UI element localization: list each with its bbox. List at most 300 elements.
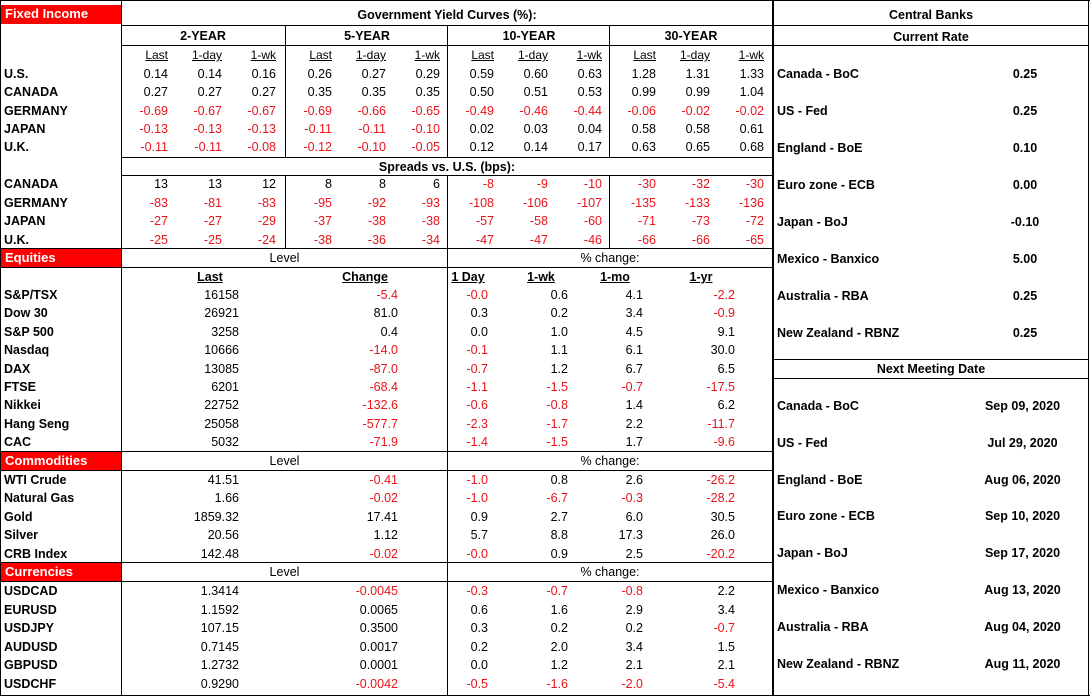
yield-row-value: -0.69	[303, 103, 332, 118]
equity-row-value: 6.5	[717, 361, 735, 376]
yield-subcol-header: 1-wk	[738, 48, 764, 62]
yield-row-value: 0.50	[469, 85, 494, 100]
equity-row-value: -17.5	[706, 380, 735, 394]
currency-row-value: 2.1	[717, 658, 735, 673]
equity-row-value: 0.4	[380, 324, 398, 339]
commodity-row-value: -6.7	[546, 491, 568, 506]
yield-row-value: 0.99	[685, 85, 710, 100]
commodity-row-value: 30.5	[710, 509, 735, 524]
currency-row-label: EURUSD	[4, 602, 57, 617]
spread-row-value: 13	[208, 177, 222, 191]
equity-row-value: -0.8	[546, 398, 568, 413]
equity-col-header: 1 Day	[451, 270, 485, 284]
next-meeting-bank-label: New Zealand - RBNZ	[777, 656, 900, 671]
yield-subcol-header: 1-day	[679, 48, 710, 62]
currency-row-value: 2.2	[717, 584, 735, 598]
next-meeting-date: Sep 17, 2020	[984, 546, 1061, 561]
equity-row-value: -2.2	[713, 288, 735, 302]
yield-row-value: -0.13	[139, 121, 168, 136]
spread-row-label: GERMANY	[4, 195, 68, 210]
currency-row-value: -5.4	[713, 677, 735, 691]
grid-line	[772, 0, 774, 696]
yield-row-value: 0.65	[685, 140, 710, 155]
spread-row-value: -30	[745, 177, 764, 191]
yield-row-value: -0.69	[139, 103, 168, 118]
currency-row-value: 107.15	[200, 621, 239, 636]
yield-row-value: -0.02	[681, 103, 710, 118]
equity-row-value: -1.5	[546, 380, 568, 394]
commodity-row-value: 6.0	[625, 509, 643, 524]
equity-row-value: -0.7	[621, 380, 643, 394]
spread-row-value: 8	[379, 177, 386, 191]
yield-row-value: -0.66	[357, 103, 386, 118]
currency-row-value: 0.2	[550, 621, 568, 636]
yield-row-value: 0.58	[685, 121, 710, 136]
yield-group-header: 5-YEAR	[344, 29, 390, 43]
equities-pct-title: % change:	[580, 251, 640, 265]
currency-row-value: -0.3	[466, 584, 488, 598]
spread-row-value: -46	[583, 232, 602, 247]
currency-row-value: 2.0	[550, 639, 568, 654]
grid-line	[773, 378, 1089, 379]
yield-row-value: 0.27	[143, 85, 168, 100]
yield-subcol-header: 1-day	[517, 48, 548, 62]
currency-row-value: 1.2	[550, 658, 568, 673]
equity-row-value: 3.4	[625, 306, 643, 321]
yield-row-value: 0.26	[307, 67, 332, 81]
yield-row-label: U.K.	[4, 140, 29, 155]
yield-row-value: 0.68	[739, 140, 764, 155]
yield-row-value: -0.49	[465, 103, 494, 118]
current-rate-bank-label: Mexico - Banxico	[777, 252, 880, 266]
next-meeting-bank-label: Euro zone - ECB	[777, 509, 875, 524]
equity-row-value: 0.0	[470, 324, 488, 339]
spread-row-value: -66	[691, 232, 710, 247]
commodity-row-label: Natural Gas	[4, 491, 75, 506]
current-rate-bank-label: England - BoE	[777, 141, 863, 155]
equity-row-label: CAC	[4, 435, 32, 450]
current-rate-value: 0.25	[1012, 326, 1038, 340]
equity-row-value: 3258	[211, 324, 239, 339]
current-rate-value: 0.25	[1012, 104, 1038, 118]
equity-row-value: -132.6	[362, 398, 398, 413]
yield-row-value: -0.13	[193, 121, 222, 136]
next-meeting-bank-label: Canada - BoC	[777, 399, 859, 413]
yield-row-value: -0.12	[303, 140, 332, 155]
currency-row-value: -0.7	[546, 584, 568, 598]
yield-row-value: -0.10	[357, 140, 386, 155]
currency-row-value: 0.2	[625, 621, 643, 636]
commodities-pct-title: % change:	[580, 454, 640, 468]
spread-row-value: -38	[313, 232, 332, 247]
commodity-row-value: 1.66	[214, 491, 239, 506]
yield-row-value: -0.02	[735, 103, 764, 118]
yield-subcol-header: Last	[145, 48, 168, 62]
equity-row-value: 0.3	[470, 306, 488, 321]
equity-row-value: -0.0	[466, 288, 488, 302]
equity-row-value: 5032	[211, 435, 239, 450]
current-rate-bank-label: Euro zone - ECB	[777, 178, 875, 192]
currencies-header: Currencies	[1, 563, 121, 581]
currencies-pct-title: % change:	[580, 565, 640, 579]
spread-row-value: -95	[313, 195, 332, 210]
currency-row-value: 3.4	[717, 602, 735, 617]
yield-row-value: 0.14	[143, 67, 168, 81]
yield-row-value: -0.13	[247, 121, 276, 136]
equity-row-label: DAX	[4, 361, 31, 376]
currency-row-value: -0.8	[621, 584, 643, 598]
yield-row-value: 0.27	[361, 67, 386, 81]
next-meeting-date: Sep 09, 2020	[984, 399, 1061, 413]
equity-row-value: -0.1	[466, 343, 488, 358]
commodity-row-label: Gold	[4, 509, 33, 524]
spread-row-value: -8	[482, 177, 494, 191]
commodity-row-value: 1859.32	[193, 509, 239, 524]
yield-row-value: 0.35	[415, 85, 440, 100]
grid-line	[773, 45, 1089, 46]
next-meeting-date: Aug 11, 2020	[984, 656, 1061, 671]
current-rate-bank-label: US - Fed	[777, 104, 828, 118]
current-rate-bank-label: Canada - BoC	[777, 67, 859, 81]
spread-row-value: -93	[421, 195, 440, 210]
yield-row-value: 0.16	[251, 67, 276, 81]
yield-row-value: 0.35	[307, 85, 332, 100]
yield-row-value: 0.53	[577, 85, 602, 100]
equity-row-value: 22752	[204, 398, 239, 413]
spread-row-value: -25	[149, 232, 168, 247]
yield-group-header: 30-YEAR	[664, 29, 718, 43]
spread-row-label: JAPAN	[4, 214, 46, 228]
commodity-row-value: -1.0	[466, 491, 488, 506]
current-rate-bank-label: Australia - RBA	[777, 289, 869, 303]
equities-level-title: Level	[269, 251, 300, 265]
spread-row-label: CANADA	[4, 177, 59, 191]
spread-row-value: -38	[421, 214, 440, 228]
yield-subcol-header: Last	[309, 48, 332, 62]
equity-row-value: -1.7	[546, 416, 568, 431]
spread-row-value: 12	[262, 177, 276, 191]
commodity-row-value: -0.02	[369, 546, 398, 561]
commodity-row-label: WTI Crude	[4, 473, 67, 487]
spread-row-value: -71	[637, 214, 656, 228]
currency-row-label: GBPUSD	[4, 658, 58, 673]
equity-row-value: -0.9	[713, 306, 735, 321]
yield-row-value: 0.02	[469, 121, 494, 136]
equity-row-value: 25058	[204, 416, 239, 431]
yield-row-value: -0.44	[573, 103, 602, 118]
equity-row-label: Hang Seng	[4, 416, 70, 431]
grid-line	[0, 0, 1090, 1]
commodity-row-value: -0.0	[466, 546, 488, 561]
spread-row-value: -133	[684, 195, 710, 210]
commodity-row-value: 0.9	[470, 509, 488, 524]
next-meeting-date: Jul 29, 2020	[987, 435, 1058, 450]
equity-row-value: 0.6	[550, 288, 568, 302]
yield-row-value: -0.65	[411, 103, 440, 118]
current-rate-bank-label: New Zealand - RBNZ	[777, 326, 900, 340]
currency-row-value: 1.6	[550, 602, 568, 617]
next-meeting-bank-label: Mexico - Banxico	[777, 583, 880, 597]
commodity-row-value: 0.9	[550, 546, 568, 561]
equity-row-value: 9.1	[717, 324, 735, 339]
commodity-row-value: 8.8	[550, 528, 568, 543]
currency-row-label: USDCHF	[4, 677, 57, 691]
yield-subcol-header: 1-day	[355, 48, 386, 62]
yield-row-value: 1.31	[685, 67, 710, 81]
equity-row-label: S&P/TSX	[4, 288, 58, 302]
equity-row-label: S&P 500	[4, 324, 54, 339]
spread-row-value: -34	[421, 232, 440, 247]
equity-row-value: 6.7	[625, 361, 643, 376]
spread-row-value: -66	[637, 232, 656, 247]
currency-row-value: -1.6	[546, 677, 568, 691]
central-banks-title: Central Banks	[888, 8, 974, 22]
next-meeting-bank-label: Japan - BoJ	[777, 546, 848, 561]
currency-row-value: -0.0042	[355, 677, 398, 691]
equity-row-value: 1.0	[550, 324, 568, 339]
equity-row-value: -0.6	[466, 398, 488, 413]
grid-line	[773, 25, 1089, 26]
equity-row-value: 4.1	[625, 288, 643, 302]
yield-row-value: 1.33	[739, 67, 764, 81]
commodity-row-value: 2.6	[625, 473, 643, 487]
equity-row-value: -1.5	[546, 435, 568, 450]
commodity-row-value: 2.7	[550, 509, 568, 524]
commodity-row-value: 26.0	[710, 528, 735, 543]
spread-row-value: -9	[536, 177, 548, 191]
equity-row-value: 1.7	[625, 435, 643, 450]
commodity-row-value: -1.0	[466, 473, 488, 487]
equity-row-value: -577.7	[362, 416, 398, 431]
equity-row-value: -9.6	[713, 435, 735, 450]
currency-row-value: 0.2	[470, 639, 488, 654]
spread-row-value: -83	[149, 195, 168, 210]
equity-row-value: -1.4	[466, 435, 488, 450]
currency-row-value: 0.7145	[200, 639, 239, 654]
equity-row-value: 1.2	[550, 361, 568, 376]
yield-row-value: 0.29	[415, 67, 440, 81]
commodity-row-value: -28.2	[706, 491, 735, 506]
currency-row-value: 0.0065	[359, 602, 398, 617]
yield-row-value: -0.11	[358, 121, 386, 136]
spread-row-value: -32	[691, 177, 710, 191]
equity-row-value: 1.4	[625, 398, 643, 413]
currency-row-value: 3.4	[625, 639, 643, 654]
equity-row-value: -5.4	[376, 288, 398, 302]
yield-row-value: -0.11	[304, 121, 332, 136]
yield-subcol-header: 1-day	[191, 48, 222, 62]
equity-row-value: -2.3	[466, 416, 488, 431]
yield-row-value: 0.59	[469, 67, 494, 81]
equity-row-value: -1.1	[466, 380, 488, 394]
currency-row-value: 2.9	[625, 602, 643, 617]
equity-col-header: 1-yr	[689, 270, 713, 284]
current-rate-title: Current Rate	[893, 30, 969, 44]
spread-row-value: -83	[257, 195, 276, 210]
current-rate-value: 0.25	[1012, 67, 1038, 81]
current-rate-value: 0.00	[1012, 178, 1038, 192]
equity-row-value: 6.2	[717, 398, 735, 413]
gov-curves-title: Government Yield Curves (%):	[357, 8, 537, 22]
spread-row-value: -135	[630, 195, 656, 210]
equity-col-header: 1-wk	[527, 270, 555, 284]
spread-row-value: -30	[637, 177, 656, 191]
yield-row-value: -0.46	[519, 103, 548, 118]
currency-row-value: -0.7	[713, 621, 735, 636]
equity-row-label: Nasdaq	[4, 343, 50, 358]
spread-row-value: -47	[529, 232, 548, 247]
equity-row-value: -14.0	[369, 343, 398, 358]
commodity-row-value: 17.3	[618, 528, 643, 543]
yield-subcol-header: 1-wk	[414, 48, 440, 62]
yield-row-value: -0.11	[194, 140, 222, 155]
spread-row-value: 8	[325, 177, 332, 191]
yield-group-header: 10-YEAR	[502, 29, 556, 43]
commodity-row-value: -0.3	[621, 491, 643, 506]
currency-row-value: 0.3	[470, 621, 488, 636]
equity-col-header: Last	[197, 270, 223, 284]
yield-row-value: 0.14	[523, 140, 548, 155]
spread-row-value: -27	[149, 214, 168, 228]
commodity-row-value: 142.48	[200, 546, 239, 561]
spread-row-value: -27	[203, 214, 222, 228]
spread-row-value: -106	[522, 195, 548, 210]
yield-row-value: 0.60	[523, 67, 548, 81]
next-meeting-bank-label: Australia - RBA	[777, 619, 869, 634]
currency-row-value: 0.3500	[359, 621, 398, 636]
commodity-row-value: 2.5	[625, 546, 643, 561]
yield-group-header: 2-YEAR	[180, 29, 226, 43]
commodities-level-title: Level	[269, 454, 300, 468]
currency-row-value: 1.5	[717, 639, 735, 654]
commodity-row-value: -20.2	[706, 546, 735, 561]
current-rate-value: -0.10	[1010, 215, 1040, 229]
equity-row-value: -87.0	[369, 361, 398, 376]
spread-row-value: 6	[433, 177, 440, 191]
yield-row-value: 0.03	[523, 121, 548, 136]
spread-row-value: -24	[257, 232, 276, 247]
equity-col-header: Change	[342, 270, 388, 284]
spreads-title: Spreads vs. U.S. (bps):	[378, 160, 516, 174]
yield-row-value: 0.63	[577, 67, 602, 81]
spread-row-value: -37	[313, 214, 332, 228]
currency-row-value: 0.0017	[359, 639, 398, 654]
equity-row-value: 0.2	[550, 306, 568, 321]
commodity-row-value: 0.8	[550, 473, 568, 487]
currency-row-label: USDJPY	[4, 621, 55, 636]
yield-row-value: 1.04	[739, 85, 764, 100]
spread-row-value: -58	[529, 214, 548, 228]
currency-row-value: 0.9290	[200, 677, 239, 691]
yield-row-value: 0.35	[361, 85, 386, 100]
yield-subcol-header: Last	[633, 48, 656, 62]
currency-row-value: 0.0	[470, 658, 488, 673]
spread-row-label: U.K.	[4, 232, 29, 247]
yield-row-value: 0.14	[197, 67, 222, 81]
equity-row-value: -68.4	[369, 380, 398, 394]
commodity-row-label: Silver	[4, 528, 39, 543]
currency-row-label: AUDUSD	[4, 639, 58, 654]
yield-row-value: 0.17	[577, 140, 602, 155]
spread-row-value: -57	[475, 214, 494, 228]
yield-row-value: 0.12	[469, 140, 494, 155]
yield-row-label: CANADA	[4, 85, 59, 100]
equity-row-label: Nikkei	[4, 398, 41, 413]
grid-line	[1088, 0, 1089, 696]
spread-row-value: -65	[745, 232, 764, 247]
yield-row-value: -0.05	[411, 140, 440, 155]
currencies-level-title: Level	[269, 565, 300, 579]
yield-row-value: 1.28	[631, 67, 656, 81]
currency-row-value: -2.0	[621, 677, 643, 691]
commodity-row-value: -0.02	[369, 491, 398, 506]
currency-row-value: 1.3414	[200, 584, 239, 598]
yield-subcol-header: Last	[471, 48, 494, 62]
fixed-income-header: Fixed Income	[1, 5, 121, 24]
commodity-row-value: 1.12	[373, 528, 398, 543]
current-rate-bank-label: Japan - BoJ	[777, 215, 848, 229]
current-rate-value: 5.00	[1012, 252, 1038, 266]
yield-subcol-header: 1-wk	[250, 48, 276, 62]
next-meeting-date: Sep 10, 2020	[984, 509, 1061, 524]
yield-row-label: U.S.	[4, 67, 29, 81]
currency-row-value: 1.1592	[200, 602, 239, 617]
spread-row-value: -73	[691, 214, 710, 228]
commodity-row-label: CRB Index	[4, 546, 68, 561]
equity-row-label: Dow 30	[4, 306, 48, 321]
grid-line	[0, 0, 1, 696]
equity-row-value: 4.5	[625, 324, 643, 339]
currency-row-value: -0.0045	[355, 584, 398, 598]
spread-row-value: -38	[367, 214, 386, 228]
yield-row-value: -0.06	[627, 103, 656, 118]
currency-row-value: 1.2732	[200, 658, 239, 673]
spread-row-value: -47	[475, 232, 494, 247]
equity-row-value: -0.7	[466, 361, 488, 376]
equity-row-value: 30.0	[710, 343, 735, 358]
equity-col-header: 1-mo	[600, 270, 630, 284]
commodity-row-value: 5.7	[470, 528, 488, 543]
yield-row-value: 0.04	[577, 121, 602, 136]
currency-row-value: 2.1	[625, 658, 643, 673]
yield-row-value: 0.99	[631, 85, 656, 100]
commodities-header: Commodities	[1, 452, 121, 470]
equity-row-value: 26921	[204, 306, 239, 321]
spread-row-value: -10	[583, 177, 602, 191]
spread-row-value: -81	[203, 195, 222, 210]
yield-subcol-header: 1-wk	[576, 48, 602, 62]
yield-row-value: 0.61	[739, 121, 764, 136]
next-meeting-date: Aug 06, 2020	[984, 472, 1061, 487]
currency-row-value: 0.6	[470, 602, 488, 617]
currency-row-value: -0.5	[466, 677, 488, 691]
equities-header: Equities	[1, 249, 121, 267]
current-rate-value: 0.25	[1012, 289, 1038, 303]
equity-row-value: 16158	[204, 288, 239, 302]
yield-row-value: 0.58	[631, 121, 656, 136]
equity-row-value: 2.2	[625, 416, 643, 431]
equity-row-value: -71.9	[369, 435, 398, 450]
yield-row-value: 0.63	[631, 140, 656, 155]
equity-row-value: 6.1	[625, 343, 643, 358]
next-meeting-date: Aug 13, 2020	[984, 583, 1061, 597]
next-meeting-date: Aug 04, 2020	[984, 619, 1061, 634]
equity-row-value: 81.0	[373, 306, 398, 321]
currency-row-label: USDCAD	[4, 584, 58, 598]
yield-row-label: GERMANY	[4, 103, 68, 118]
yield-row-value: -0.08	[247, 140, 276, 155]
commodity-row-value: 17.41	[366, 509, 398, 524]
